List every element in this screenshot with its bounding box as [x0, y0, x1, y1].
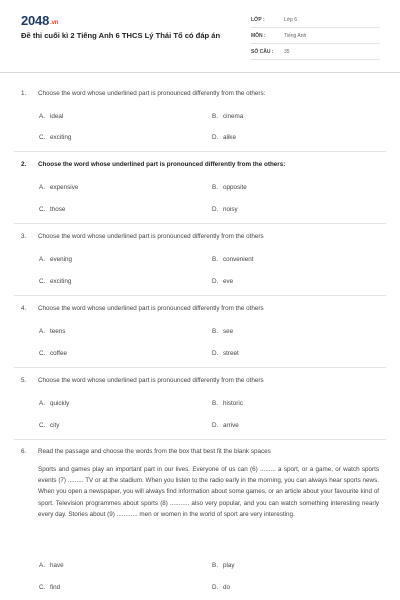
option-text: eve: [223, 278, 234, 285]
logo-suffix: .vn: [50, 20, 59, 26]
option-6a[interactable]: [39, 562, 64, 569]
option-5a[interactable]: [39, 400, 69, 407]
option-1b[interactable]: [212, 113, 243, 120]
option-2a[interactable]: [39, 184, 78, 191]
question-text: Choose the word whose underlined part is pronounced differently from the others:: [38, 90, 266, 97]
meta-value: 35: [284, 48, 290, 55]
question-number: 1.: [21, 90, 27, 97]
option-3c[interactable]: [39, 278, 71, 285]
option-2c[interactable]: [39, 206, 65, 213]
option-letter: D.: [212, 422, 219, 429]
option-letter: C.: [39, 422, 46, 429]
question-text: Choose the word whose underlined part is pronounced differently from the others: [38, 377, 264, 384]
option-text: exciting: [50, 278, 72, 285]
option-4d[interactable]: [212, 350, 239, 357]
page-header: [0, 0, 400, 73]
question-text: Choose the word whose underlined part is pronounced differently from the others: [38, 305, 264, 312]
option-3d[interactable]: [212, 278, 233, 285]
option-letter: A.: [39, 400, 45, 407]
option-letter: B.: [212, 328, 218, 335]
question-3-prompt: [21, 233, 264, 240]
option-text: quickly: [50, 400, 70, 407]
question-text: Choose the word whose underlined part is pronounced differently from the others: [38, 233, 264, 240]
option-letter: A.: [39, 328, 45, 335]
question-5-prompt: [21, 377, 264, 384]
option-text: street: [223, 350, 239, 357]
option-letter: D.: [212, 350, 219, 357]
option-letter: D.: [212, 206, 219, 213]
option-text: alike: [223, 134, 236, 141]
option-letter: C.: [39, 350, 46, 357]
option-letter: D.: [212, 134, 219, 141]
option-2b[interactable]: [212, 184, 247, 191]
option-text: exciting: [50, 134, 72, 141]
exam-meta: [251, 12, 380, 60]
option-letter: A.: [39, 113, 45, 120]
option-text: convenient: [223, 256, 254, 263]
option-letter: B.: [212, 562, 218, 569]
option-letter: B.: [212, 256, 218, 263]
question-divider: [14, 223, 386, 224]
question-text: Choose the word whose underlined part is pronounced differently from the others:: [38, 161, 286, 168]
question-2-prompt: [21, 161, 285, 168]
option-letter: A.: [39, 184, 45, 191]
option-text: city: [50, 422, 60, 429]
option-text: cinema: [223, 113, 244, 120]
option-4c[interactable]: [39, 350, 67, 357]
option-3a[interactable]: [39, 256, 72, 263]
question-divider: [14, 439, 386, 440]
option-text: teens: [50, 328, 66, 335]
question-divider: [14, 151, 386, 152]
meta-label: MÔN :: [251, 32, 266, 39]
option-2d[interactable]: [212, 206, 238, 213]
option-letter: B.: [212, 400, 218, 407]
option-text: historic: [223, 400, 243, 407]
option-letter: D.: [212, 278, 219, 285]
option-text: opposite: [223, 184, 247, 191]
option-text: expensive: [50, 184, 79, 191]
option-text: find: [50, 584, 61, 591]
option-5c[interactable]: [39, 422, 59, 429]
option-5d[interactable]: [212, 422, 239, 429]
option-letter: C.: [39, 278, 46, 285]
question-number: 2.: [21, 161, 27, 168]
option-text: see: [223, 328, 234, 335]
meta-value: Tiếng Anh: [284, 32, 307, 39]
question-number: 3.: [21, 233, 27, 240]
option-letter: C.: [39, 206, 46, 213]
site-logo[interactable]: [21, 13, 58, 28]
question-6-prompt: [21, 448, 271, 455]
option-text: noisy: [223, 206, 238, 213]
option-6d[interactable]: [212, 584, 230, 591]
option-6b[interactable]: [212, 562, 235, 569]
meta-value: Lớp 6: [284, 16, 298, 23]
option-letter: B.: [212, 184, 218, 191]
meta-class-row: [251, 12, 380, 28]
option-4b[interactable]: [212, 328, 233, 335]
option-text: those: [50, 206, 66, 213]
option-1a[interactable]: [39, 113, 63, 120]
question-divider: [14, 295, 386, 296]
option-5b[interactable]: [212, 400, 243, 407]
question-number: 6.: [21, 448, 27, 455]
question-4-prompt: [21, 305, 264, 312]
logo-text: 2048: [21, 13, 50, 28]
option-3b[interactable]: [212, 256, 253, 263]
meta-subject-row: [251, 28, 380, 44]
meta-count-row: [251, 44, 380, 60]
option-1d[interactable]: [212, 134, 236, 141]
option-letter: C.: [39, 134, 46, 141]
option-text: ideal: [50, 113, 64, 120]
question-number: 4.: [21, 305, 27, 312]
option-text: coffee: [50, 350, 68, 357]
option-letter: B.: [212, 113, 218, 120]
option-letter: A.: [39, 562, 45, 569]
meta-label: SỐ CÂU :: [251, 48, 274, 55]
page-title: Đề thi cuối kì 2 Tiếng Anh 6 THCS Lý Thái Tổ có đáp án: [21, 31, 221, 40]
option-text: arrive: [223, 422, 239, 429]
option-text: do: [223, 584, 231, 591]
option-text: have: [50, 562, 64, 569]
option-letter: D.: [212, 584, 219, 591]
question-1-prompt: [21, 90, 265, 97]
meta-label: LỚP :: [251, 16, 265, 23]
question-number: 5.: [21, 377, 27, 384]
option-text: evening: [50, 256, 73, 263]
option-letter: C.: [39, 584, 46, 591]
option-1c[interactable]: [39, 134, 71, 141]
option-letter: A.: [39, 256, 45, 263]
option-text: play: [223, 562, 235, 569]
question-text: Read the passage and choose the words from the box that best fit the blank spaces: [38, 448, 271, 455]
option-4a[interactable]: [39, 328, 65, 335]
question-divider: [14, 367, 386, 368]
option-6c[interactable]: [39, 584, 60, 591]
reading-passage: Sports and games play an important part in our lives. Everyone of us can (6) ......... a sport, or a game, or watch sports events (7) ......... TV or at the stadium. When you listen to the radio early in the morning, you can always hear sports news. When you open a newspaper, you will always find information about some games, or an article about your favourite kind of sport. Television programmes about sports (8) ........... also very popular, and you can watch something interesting nearly every day. Stories about (9) ............ men or women in the world of sport are very interesting.: [38, 466, 379, 518]
